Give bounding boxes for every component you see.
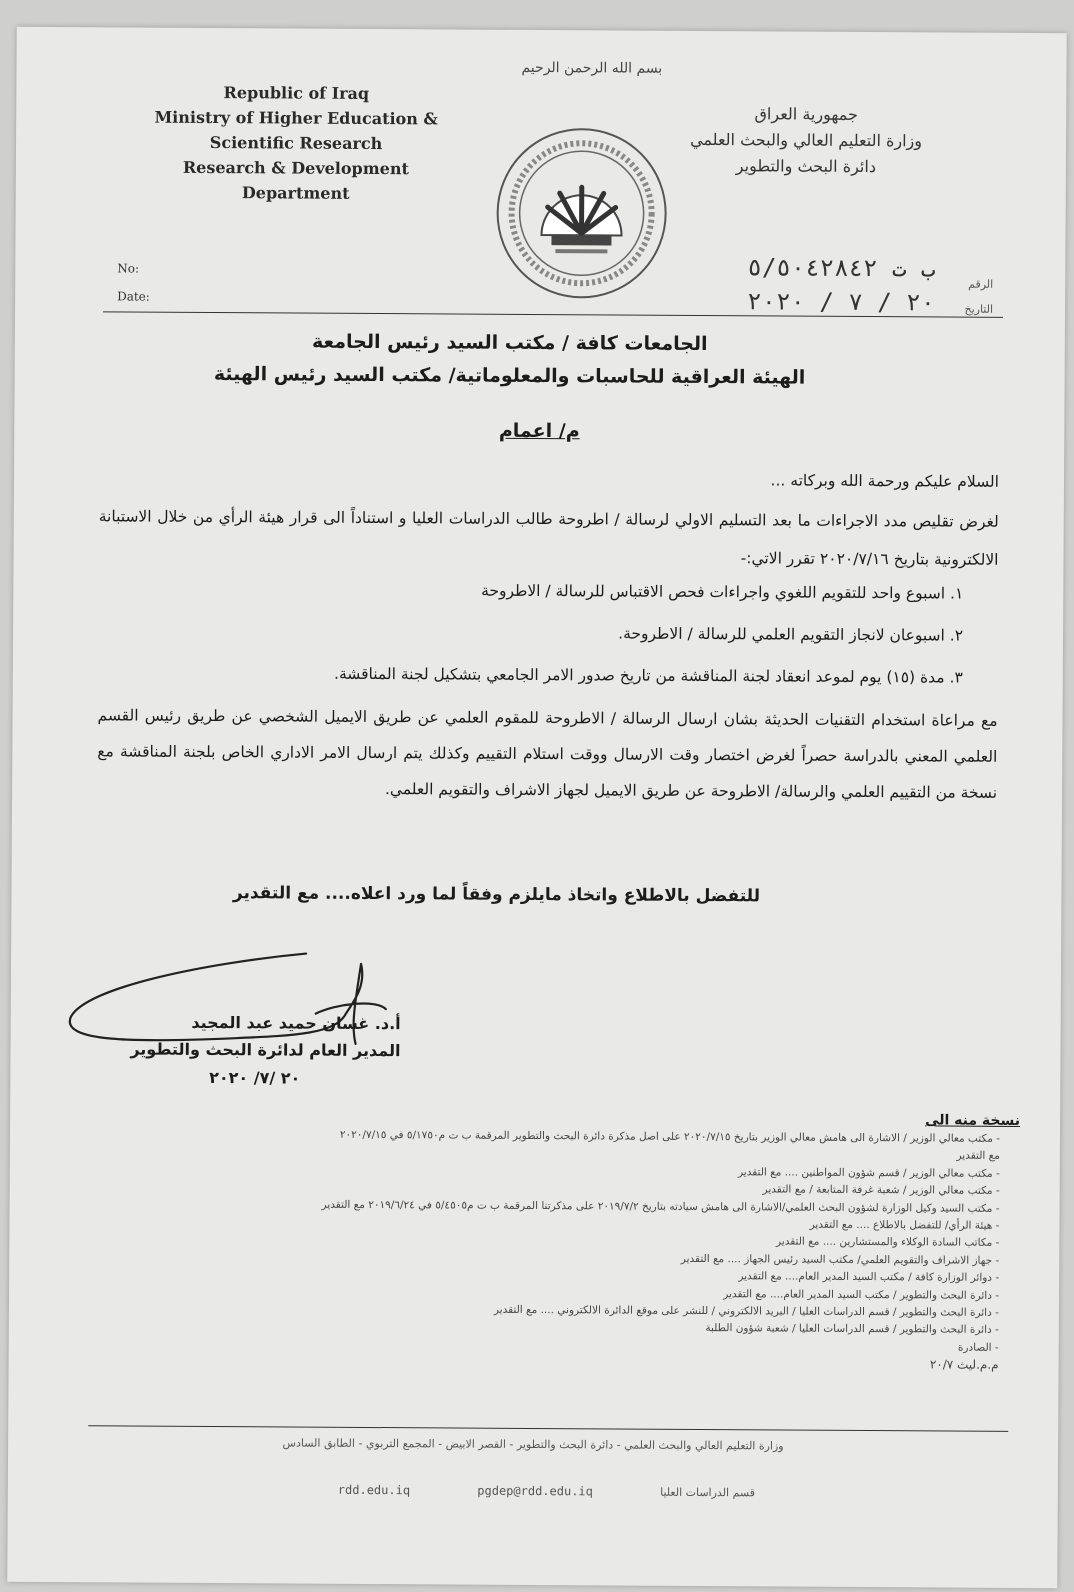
signature-date: ٢٠ /٧/ ٢٠٢٠ [209, 1068, 301, 1088]
cc-item: م.م.ليث ٢٠/٧ [929, 1357, 999, 1373]
letterhead-line: Department [241, 183, 350, 203]
footer-address: وزارة التعليم العالي والبحث العلمي - دائرة البحث والتطوير - القصر الابيض - المجمع التربوي - الطابق السادس [282, 1436, 784, 1453]
letterhead-line: Republic of Iraq [223, 83, 370, 103]
list-item: ٢. اسبوعان لانجاز التقويم العلمي للرسالة / الاطروحة. [618, 624, 964, 645]
cc-item: مع التقدير [956, 1149, 1000, 1163]
cc-item: - دائرة البحث والتطوير / قسم الدراسات العليا / شعبة شؤون الطلبة [705, 1322, 999, 1337]
letterhead-line: دائرة البحث والتطوير [735, 156, 877, 177]
cc-item: - دوائر الوزارة كافة / مكتب السيد المدير العام.... مع التقدير [738, 1270, 1000, 1285]
greeting: السلام عليكم ورحمة الله وبركاته ... [770, 471, 1000, 491]
english-letterhead [126, 79, 467, 206]
letterhead-line: Scientific Research [209, 132, 383, 154]
ministry-seal-logo [493, 125, 670, 302]
letterhead-line: Ministry of Higher Education & [154, 107, 438, 129]
basmala: بسم الله الرحمن الرحيم [521, 59, 663, 77]
cc-item: - مكاتب السادة الوكلاء والمستشارين .... مع التقدير [775, 1235, 1000, 1250]
document-page [7, 27, 1066, 1588]
footer-email: pgdep@rdd.edu.iq [477, 1483, 593, 1499]
footer-links [308, 1483, 808, 1500]
reference-number: ب ت ٥/٥٠٤٢٨٤٢ [747, 253, 936, 283]
recipient-line: الجامعات كافة / مكتب السيد رئيس الجامعة [312, 330, 708, 356]
cc-item: - الصادرة [957, 1341, 999, 1354]
subject-text: م/ اعمام [498, 419, 580, 443]
list-item: ١. اسبوع واحد للتقويم اللغوي واجراءات فحص الاقتباس للرسالة / الاطروحة [481, 581, 964, 603]
cc-item: - مكتب معالي الوزير / قسم شؤون المواطنين .... مع التقدير [737, 1166, 1000, 1180]
footer-website: rdd.edu.iq [337, 1482, 411, 1498]
cc-item: - جهاز الاشراف والتقويم العلمي/ مكتب السيد رئيس الجهاز .... مع التقدير [680, 1252, 1000, 1267]
cc-item: - هيئة الرأي/ للتفضل بالاطلاع .... مع التقدير [809, 1218, 1000, 1232]
closing-line: للتفضل بالاطلاع واتخاذ مايلزم وفقاً لما ورد اعلاه.... مع التقدير [232, 883, 761, 907]
reference-label-ar: الرقم [968, 277, 994, 291]
cc-item: - مكتب معالي الوزير / الاشارة الى هامش معالي الوزير بتاريخ ٢٠٢٠/٧/١٥ على اصل مذكرة دائرة البحث والتطوير المرقمة ب ت م٥/١٧٥٠ في ٢٠٢٠/٧/١٥ [339, 1128, 1001, 1145]
cc-item: - دائرة البحث والتطوير / قسم الدراسات العليا / البريد الالكتروني / للنشر على موقع الدائرة الالكتروني .... مع التقدير [493, 1303, 999, 1319]
list-item: ٣. مدة (١٥) يوم لموعد انعقاد لجنة المناقشة من تاريخ صدور الامر الجامعي بتشكيل لجنة المناقشة. [334, 664, 963, 687]
footer-divider [88, 1425, 1008, 1432]
cc-item: - دائرة البحث والتطوير / مكتب السيد المدير العام.... مع التقدير [723, 1287, 1000, 1302]
cc-title: نسخة منه الى [925, 1112, 1021, 1129]
date-label-ar: التاريخ [964, 302, 994, 316]
recipient-line: الهيئة العراقية للحاسبات والمعلوماتية/ مكتب السيد رئيس الهيئة [213, 363, 806, 389]
cc-item: - مكتب معالي الوزير / شعبة غرفة المتابعة / مع التقدير [762, 1183, 1000, 1198]
subject-heading [14, 417, 1064, 445]
arabic-letterhead [646, 101, 966, 181]
signatory-name: أ.د. غسان حميد عبد المجيد [191, 1012, 401, 1034]
cc-list [59, 1125, 1000, 1374]
document-date: ٢٠ / ٧ / ٢٠٢٠ [747, 287, 936, 317]
footer-email-label: قسم الدراسات العليا [660, 1485, 756, 1500]
signatory-title: المدير العام لدائرة البحث والتطوير [130, 1039, 401, 1061]
number-label: No: [117, 261, 140, 276]
date-label: Date: [117, 289, 150, 304]
letterhead-line: وزارة التعليم العالي والبحث العلمي [690, 129, 923, 151]
letterhead-line: جمهورية العراق [754, 104, 858, 124]
cc-item: - مكتب السيد وكيل الوزارة لشؤون البحث العلمي/الاشارة الى هامش سيادته بتاريخ ٢٠١٩/٧/٢ على مذكرتنا المرقمة ب ت م٥/٤٥٠٥ في ٢٠١٩/٦/٢٤ مع التقدير [321, 1198, 1000, 1215]
intro-paragraph: لغرض تقليص مدد الاجراءات ما بعد التسليم الاولي لرسالة / اطروحة طالب الدراسات العليا و استناداً الى قرار هيئة الرأي من خلال الاستبانة الالكترونية بتاريخ ٢٠٢٠/٧/١٦ تقرر الاتي:- [98, 507, 999, 569]
note-paragraph: مع مراعاة استخدام التقنيات الحديثة بشان ارسال الرسالة / الاطروحة للمقوم العلمي عن طريق الايميل الشخصي عن طريق رئيس القسم العلمي المعني بالدراسة حصراً لغرض اختصار وقت الارسال ووقت استلام التقييم وكذلك يتم ارسال الامر الاداري الخاص بلجنة المناقشة مع نسخة من التقييم العلمي والرسالة/ الاطروحة عن طريق الايميل لجهاز الاشراف والتقويم العلمي. [97, 706, 998, 802]
letterhead-line: Research & Development [182, 157, 409, 179]
